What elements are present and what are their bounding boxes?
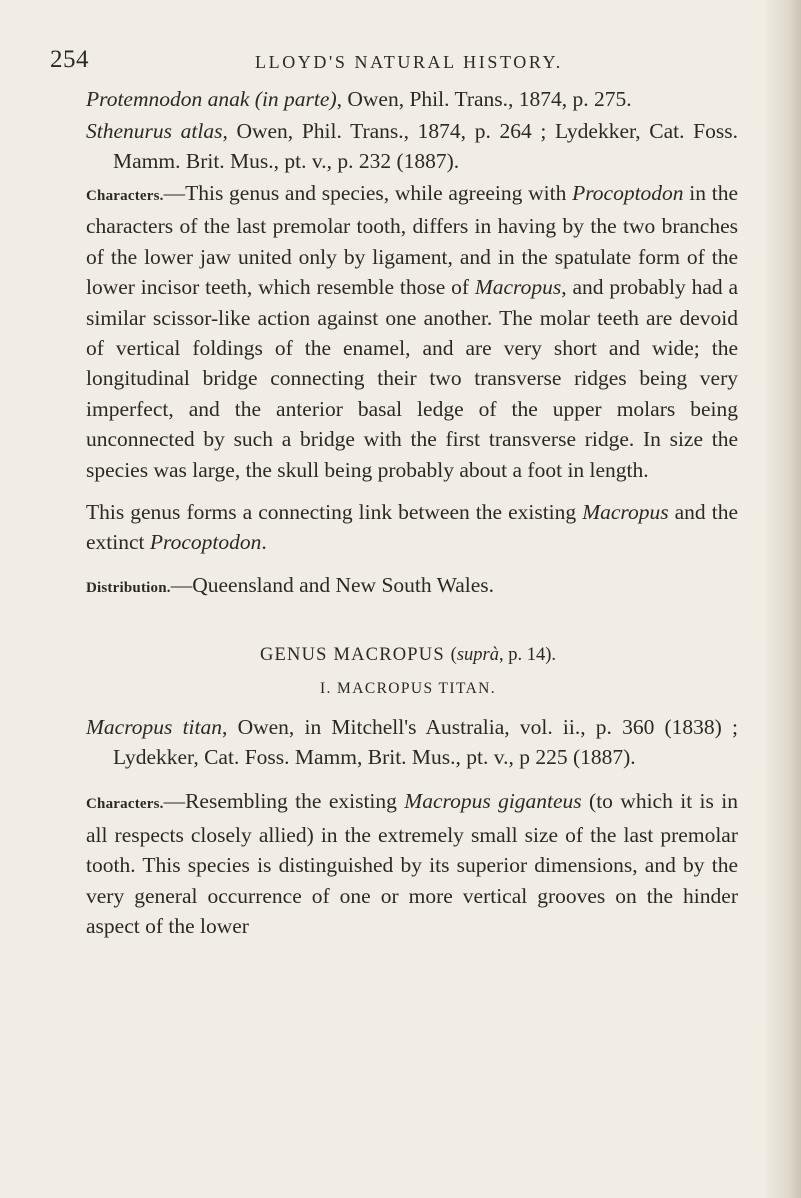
genus-title: GENUS MACROPUS bbox=[259, 645, 451, 666]
body-text: and the extinct bbox=[86, 500, 738, 555]
reference-citation: , Owen, Phil. Trans., 1874, p. 264 ; Lydekker, Cat. Foss. Mamm. Brit. Mus., pt. v., p. 232 (1887). bbox=[113, 119, 738, 173]
synonym-reference bbox=[86, 84, 738, 114]
body-text: —Resembling the existing bbox=[163, 789, 405, 814]
reference-citation: , Owen, in Mitchell's Australia, vol. ii., p. 360 (1838) ; Lydekker, Cat. Foss. Mamm, Brit. Mus., pt. v., p 225 (1887). bbox=[113, 715, 738, 770]
characters-paragraph bbox=[86, 786, 738, 941]
genus-supra: suprà bbox=[456, 645, 499, 666]
taxon-name: Macropus bbox=[474, 275, 562, 300]
taxon-name: Protemnodon anak bbox=[86, 87, 250, 111]
body-text: . bbox=[261, 530, 267, 555]
taxon-qualifier: (in parte) bbox=[254, 87, 337, 111]
synonym-reference bbox=[86, 116, 738, 176]
taxon-name: Procoptodon bbox=[572, 181, 684, 205]
body-text: (to which it is in all respects closely allied) in the extremely small size of the last premolar tooth. This species is distinguished by its superior dimensions, and by the very general occurrence of one or more vertical grooves on the hinder aspect of the lower bbox=[86, 789, 739, 938]
page-edge-shadow bbox=[763, 0, 801, 1198]
body-text: , and probably had a similar scissor-like action against one another. The molar teeth are devoid of vertical foldings of the enamel, and are very short and wide; the longitudinal bridge connecting their two transverse ridges being very imperfect, and the anterior basal ledge of the upper molars being unconnected by such a bridge with the first transverse ridge. In size the species was large, the skull being probably about a foot in length. bbox=[86, 275, 738, 482]
genus-ref-open: ( bbox=[450, 645, 457, 666]
distribution-paragraph bbox=[86, 570, 738, 603]
species-heading: I. MACROPUS TITAN. bbox=[319, 680, 497, 698]
genus-heading bbox=[78, 645, 738, 666]
taxon-name: Macropus giganteus bbox=[404, 789, 582, 814]
section-lead: Characters. bbox=[86, 188, 164, 204]
species-reference bbox=[86, 712, 738, 772]
body-text: in the characters of the last premolar tooth, differs in having by the two branches of the lower jaw united only by ligament, and in the spatulate form of the lower incisor teeth, which resemble those of bbox=[86, 181, 738, 300]
running-head: LLOYD'S NATURAL HISTORY. bbox=[255, 52, 563, 72]
body-text: This genus forms a connecting link between the existing bbox=[86, 500, 583, 525]
characters-paragraph bbox=[86, 178, 738, 485]
page-body bbox=[86, 84, 738, 941]
taxon-name: Sthenurus atlas bbox=[86, 119, 223, 143]
page-header bbox=[50, 46, 740, 78]
taxon-name: Procoptodon bbox=[149, 530, 262, 555]
link-paragraph bbox=[86, 497, 738, 558]
body-text: —This genus and species, while agreeing with bbox=[163, 181, 573, 205]
page-number: 254 bbox=[50, 46, 89, 73]
taxon-name: Macropus bbox=[582, 500, 669, 525]
genus-ref: , p. 14). bbox=[499, 645, 557, 666]
section-lead: Distribution. bbox=[86, 579, 171, 596]
taxon-name: Macropus titan bbox=[86, 715, 222, 740]
reference-citation: , Owen, Phil. Trans., 1874, p. 275. bbox=[336, 87, 632, 111]
section-lead: Characters. bbox=[86, 796, 164, 813]
body-text: —Queensland and New South Wales. bbox=[170, 572, 495, 597]
